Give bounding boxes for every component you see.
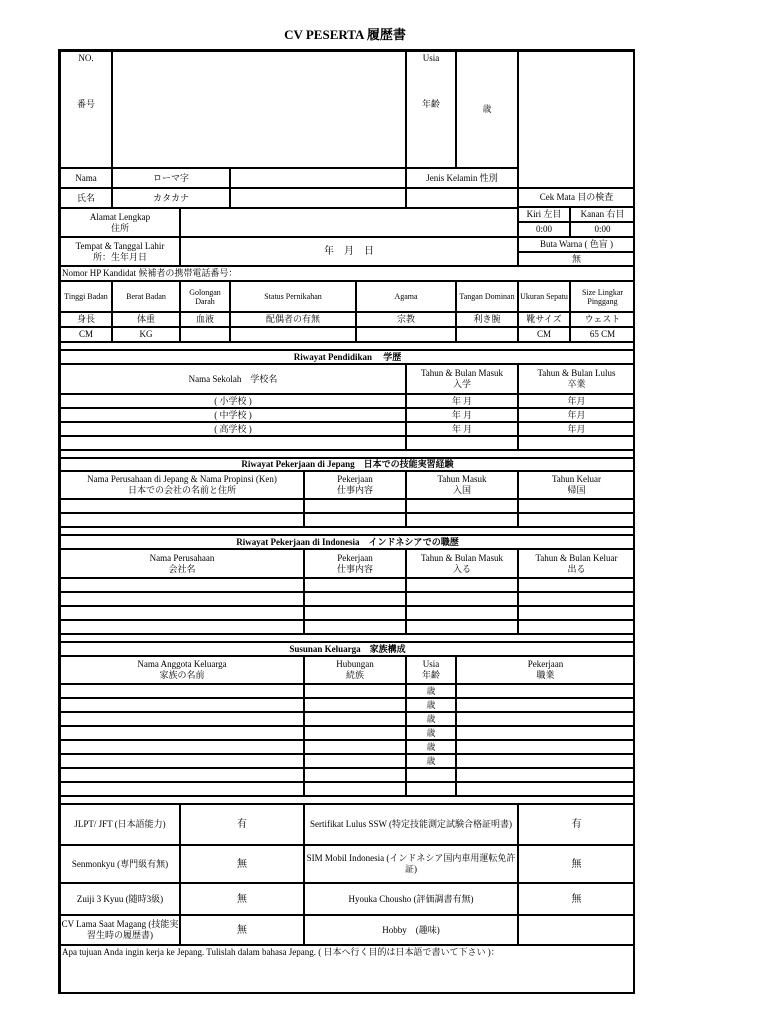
lingkar-pinggang-header: Size Lingkar Pinggang [570, 281, 635, 312]
sd-lulus[interactable]: 年月 [518, 394, 635, 408]
sai-label: 歳 [482, 104, 492, 114]
senmonkyu-label: Senmonkyu (専門級有無) [60, 845, 180, 883]
kel-row-4c[interactable]: 歳 [406, 726, 456, 740]
kj-row-2a[interactable] [60, 513, 304, 527]
sd-masuk[interactable]: 年 月 [406, 394, 518, 408]
ki-masuk-header: Tahun & Bulan Masuk 入る [406, 549, 518, 578]
kel-row-7d[interactable] [456, 768, 635, 782]
tujuan-label: Apa tujuan Anda ingin kerja ke Jepang. Tulislah dalam bahasa Jepang. ( 日本へ行く目的は日本語で書いて下さい )： [62, 947, 500, 957]
usia-label-jp: 年齢 [421, 99, 440, 109]
kanan-value[interactable]: 0:00 [570, 222, 635, 237]
kel-row-1a[interactable] [60, 684, 304, 698]
tangan-dominan-value[interactable] [456, 327, 518, 342]
kel-row-6b[interactable] [304, 754, 406, 768]
cv-lama-value[interactable]: 無 [180, 915, 304, 945]
jenis-kelamin-label: Jenis Kelamin 性別 [406, 168, 518, 188]
tangan-dominan-jp: 利き腕 [456, 312, 518, 327]
kel-row-1b[interactable] [304, 684, 406, 698]
agama-jp: 宗教 [356, 312, 456, 327]
ki-row-2b[interactable] [304, 592, 406, 606]
kel-hubungan-header: Hubungan 続族 [304, 656, 406, 684]
ukuran-sepatu-header: Ukuran Sepatu [518, 281, 570, 312]
spacer-row [60, 450, 635, 458]
tinggi-badan-header: Tinggi Badan [60, 281, 112, 312]
tinggi-badan-jp: 身長 [60, 312, 112, 327]
romaji-label: ローマ字 [112, 168, 230, 188]
nama-label-jp: 氏名 [60, 188, 112, 208]
ki-row-2c[interactable] [406, 592, 518, 606]
photo-box [518, 51, 635, 188]
katakana-field[interactable] [230, 188, 406, 208]
pendidikan-empty-1b[interactable] [406, 436, 518, 450]
spacer-row [60, 634, 635, 642]
spacer-row [60, 342, 635, 350]
kj-masuk-header: Tahun Masuk 入国 [406, 471, 518, 499]
kj-row-1d[interactable] [518, 499, 635, 513]
no-value[interactable] [112, 51, 406, 168]
tangan-dominan-header: Tangan Dominan [456, 281, 518, 312]
alamat-label: Alamat Lengkap 住所 [60, 208, 180, 237]
usia-cell [406, 51, 456, 168]
ukuran-sepatu-value[interactable]: CM [518, 327, 570, 342]
kj-row-2b[interactable] [304, 513, 406, 527]
kerja-jepang-title: Riwayat Pekerjaan di Jepang 日本での技能実習経験 [60, 458, 635, 471]
kel-row-5d[interactable] [456, 740, 635, 754]
jlpt-label: JLPT/ JFT (日本語能力) [60, 804, 180, 845]
golongan-darah-header: Golongan Darah [180, 281, 230, 312]
sma-masuk[interactable]: 年 月 [406, 422, 518, 436]
berat-badan-value[interactable]: KG [112, 327, 180, 342]
kel-row-5a[interactable] [60, 740, 304, 754]
ttl-field[interactable]: 年 月 日 [180, 237, 518, 266]
buta-warna-label: Buta Warna ( 色盲 ) [518, 237, 635, 252]
no-label-jp: 番号 [76, 99, 95, 109]
ki-row-3a[interactable] [60, 606, 304, 620]
kel-row-4b[interactable] [304, 726, 406, 740]
ki-keluar-header: Tahun & Bulan Keluar 出る [518, 549, 635, 578]
tujuan-field[interactable] [60, 945, 635, 994]
ki-row-1b[interactable] [304, 578, 406, 592]
nomor-hp-label: Nomor HP Kandidat 候補者の携帯電話番号： [60, 266, 635, 281]
sekolah-sma[interactable]: ( 高学校 ) [60, 422, 406, 436]
masuk-header: Tahun & Bulan Masuk 入学 [406, 364, 518, 394]
hyouka-label: Hyouka Chousho (評価調書有無) [304, 883, 518, 915]
keluarga-title: Susunan Keluarga 家族構成 [60, 642, 635, 656]
kel-row-2a[interactable] [60, 698, 304, 712]
tinggi-badan-value[interactable]: CM [60, 327, 112, 342]
berat-badan-header: Berat Badan [112, 281, 180, 312]
zuiji-value[interactable]: 無 [180, 883, 304, 915]
ki-row-1a[interactable] [60, 578, 304, 592]
ki-row-1c[interactable] [406, 578, 518, 592]
pendidikan-title: Riwayat Pendidikan 学歴 [60, 350, 635, 364]
nama-label: Nama [60, 168, 112, 188]
kel-pekerjaan-header: Pekerjaan 職業 [456, 656, 635, 684]
pendidikan-empty-1[interactable] [60, 436, 406, 450]
ki-row-2a[interactable] [60, 592, 304, 606]
ki-row-3d[interactable] [518, 606, 635, 620]
kj-row-1a[interactable] [60, 499, 304, 513]
kel-row-2b[interactable] [304, 698, 406, 712]
kel-row-1d[interactable] [456, 684, 635, 698]
status-pernikahan-value[interactable] [230, 327, 356, 342]
sekolah-sd[interactable]: ( 小学校 ) [60, 394, 406, 408]
ki-row-4c[interactable] [406, 620, 518, 634]
kel-row-2d[interactable] [456, 698, 635, 712]
kel-row-8b[interactable] [304, 782, 406, 796]
document-title: CV PESERTA 履歴書 [284, 27, 406, 42]
kerja-indo-title: Riwayat Pekerjaan di Indonesia インドネシアでの職歴 [60, 535, 635, 549]
hyouka-value[interactable]: 無 [518, 883, 635, 915]
golongan-darah-value[interactable] [180, 327, 230, 342]
no-cell [60, 51, 112, 168]
kj-row-1b[interactable] [304, 499, 406, 513]
kel-row-5c[interactable]: 歳 [406, 740, 456, 754]
kj-keluar-header: Tahun Keluar 帰国 [518, 471, 635, 499]
spacer-row [60, 796, 635, 804]
sma-lulus[interactable]: 年月 [518, 422, 635, 436]
kel-row-7b[interactable] [304, 768, 406, 782]
kj-row-1c[interactable] [406, 499, 518, 513]
ki-row-3c[interactable] [406, 606, 518, 620]
ki-row-4b[interactable] [304, 620, 406, 634]
status-pernikahan-header: Status Pernikahan [230, 281, 356, 312]
kj-pekerjaan-header: Pekerjaan 仕事内容 [304, 471, 406, 499]
ssw-value[interactable]: 有 [518, 804, 635, 845]
ttl-label: Tempat & Tanggal Lahir 所：生年月日 [60, 237, 180, 266]
usia-label: Usia [422, 53, 440, 63]
katakana-label: カタカナ [112, 188, 230, 208]
senmonkyu-value[interactable]: 無 [180, 845, 304, 883]
pendidikan-empty-1c[interactable] [518, 436, 635, 450]
ki-row-2d[interactable] [518, 592, 635, 606]
hobby-label: Hobby (趣味) [304, 915, 518, 945]
kel-row-8a[interactable] [60, 782, 304, 796]
cek-mata-label: Cek Mata 目の検査 [518, 188, 635, 207]
kel-row-6d[interactable] [456, 754, 635, 768]
kel-nama-header: Nama Anggota Keluarga 家族の名前 [60, 656, 304, 684]
kel-row-2c[interactable]: 歳 [406, 698, 456, 712]
kel-row-4a[interactable] [60, 726, 304, 740]
ki-perusahaan-header: Nama Perusahaan 会社名 [60, 549, 304, 578]
kel-row-7a[interactable] [60, 768, 304, 782]
buta-warna-value[interactable]: 無 [518, 252, 635, 266]
golongan-darah-jp: 血液 [180, 312, 230, 327]
lingkar-pinggang-jp: ウェスト [570, 312, 635, 327]
cv-lama-label: CV Lama Saat Magang (技能実習生時の履歴書) [60, 915, 180, 945]
kiri-value[interactable]: 0:00 [518, 222, 570, 237]
spacer-row [60, 527, 635, 535]
kj-row-2d[interactable] [518, 513, 635, 527]
agama-header: Agama [356, 281, 456, 312]
no-label: NO. [78, 53, 94, 63]
cv-form [58, 49, 635, 994]
kel-row-7c[interactable] [406, 768, 456, 782]
sim-label: SIM Mobil Indonesia (インドネシア国内車用運転免許証) [304, 845, 518, 883]
kel-row-8c[interactable] [406, 782, 456, 796]
ki-row-4d[interactable] [518, 620, 635, 634]
romaji-field[interactable] [230, 168, 406, 188]
kel-usia-header: Usia 年齢 [406, 656, 456, 684]
sekolah-smp[interactable]: ( 中学校 ) [60, 408, 406, 422]
jenis-kelamin-value[interactable] [406, 188, 518, 208]
kel-row-3d[interactable] [456, 712, 635, 726]
kel-row-8d[interactable] [456, 782, 635, 796]
jlpt-value[interactable]: 有 [180, 804, 304, 845]
lingkar-pinggang-value[interactable]: 65 CM [570, 327, 635, 342]
zuiji-label: Zuiji 3 Kyuu (随時3級) [60, 883, 180, 915]
kel-row-3b[interactable] [304, 712, 406, 726]
hobby-value[interactable] [518, 915, 635, 945]
kanan-label: Kanan 右目 [570, 207, 635, 222]
kj-row-2c[interactable] [406, 513, 518, 527]
nama-sekolah-header: Nama Sekolah 学校名 [60, 364, 406, 394]
kel-row-3a[interactable] [60, 712, 304, 726]
ukuran-sepatu-jp: 靴サイズ [518, 312, 570, 327]
usia-value[interactable] [456, 51, 518, 168]
status-pernikahan-jp: 配偶者の有無 [230, 312, 356, 327]
kel-row-4d[interactable] [456, 726, 635, 740]
kel-row-6a[interactable] [60, 754, 304, 768]
sim-value[interactable]: 無 [518, 845, 635, 883]
ssw-label: Sertifikat Lulus SSW (特定技能測定試験合格証明書) [304, 804, 518, 845]
smp-lulus[interactable]: 年月 [518, 408, 635, 422]
ki-pekerjaan-header: Pekerjaan 仕事内容 [304, 549, 406, 578]
ki-row-4a[interactable] [60, 620, 304, 634]
kel-row-6c[interactable]: 歳 [406, 754, 456, 768]
kj-perusahaan-header: Nama Perusahaan di Jepang & Nama Propinsi (Ken) 日本での会社の名前と住所 [60, 471, 304, 499]
agama-value[interactable] [356, 327, 456, 342]
berat-badan-jp: 体重 [112, 312, 180, 327]
smp-masuk[interactable]: 年 月 [406, 408, 518, 422]
kiri-label: Kiri 左目 [518, 207, 570, 222]
alamat-field[interactable] [180, 208, 518, 237]
kel-row-1c[interactable]: 歳 [406, 684, 456, 698]
kel-row-3c[interactable]: 歳 [406, 712, 456, 726]
ki-row-3b[interactable] [304, 606, 406, 620]
kel-row-5b[interactable] [304, 740, 406, 754]
ki-row-1d[interactable] [518, 578, 635, 592]
lulus-header: Tahun & Bulan Lulus 卒業 [518, 364, 635, 394]
